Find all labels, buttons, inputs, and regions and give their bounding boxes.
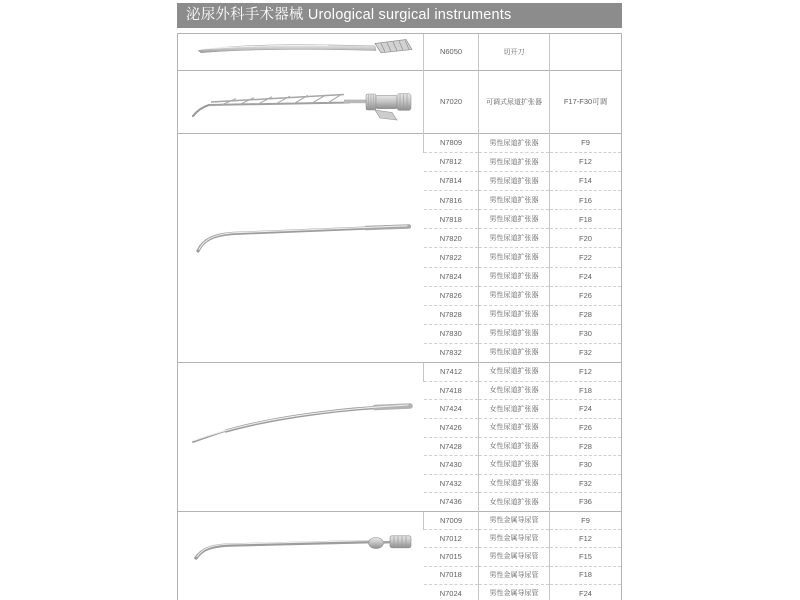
- product-desc-cell: 女性尿道扩张器: [479, 456, 550, 475]
- table-row: [178, 363, 622, 382]
- product-desc-cell: 女性尿道扩张器: [479, 400, 550, 419]
- male-urethral-dilator-illustration: [178, 134, 424, 363]
- product-desc-cell: 男性尿道扩张器: [479, 305, 550, 324]
- product-code-cell: N7832: [424, 343, 479, 362]
- product-code-cell: N7426: [424, 418, 479, 437]
- product-size-cell: F12: [550, 153, 622, 172]
- table-row: [178, 512, 622, 530]
- product-desc-cell: 男性尿道扩张器: [479, 267, 550, 286]
- product-code-cell: N7418: [424, 381, 479, 400]
- product-size-cell: F32: [550, 474, 622, 493]
- product-desc-cell: 女性尿道扩张器: [479, 437, 550, 456]
- product-code-cell: N7430: [424, 456, 479, 475]
- product-code-cell: N7436: [424, 493, 479, 512]
- product-desc-cell: 男性尿道扩张器: [479, 286, 550, 305]
- product-code-cell: N7015: [424, 548, 479, 566]
- product-size-cell: F12: [550, 363, 622, 382]
- product-desc-cell: 男性尿道扩张器: [479, 343, 550, 362]
- product-size-cell: F18: [550, 381, 622, 400]
- product-code-cell: N7020: [424, 71, 479, 134]
- product-size-cell: F9: [550, 134, 622, 153]
- product-size-cell: F12: [550, 530, 622, 548]
- product-size-cell: F16: [550, 191, 622, 210]
- table-row: [178, 134, 622, 153]
- product-desc-cell: 女性尿道扩张器: [479, 418, 550, 437]
- product-size-cell: F15: [550, 548, 622, 566]
- product-desc-cell: 女性尿道扩张器: [479, 363, 550, 382]
- table-row: [178, 34, 622, 71]
- product-size-cell: F36: [550, 493, 622, 512]
- product-size-cell: F24: [550, 400, 622, 419]
- product-desc-cell: 女性尿道扩张器: [479, 493, 550, 512]
- product-code-cell: N7428: [424, 437, 479, 456]
- product-size-cell: F14: [550, 172, 622, 191]
- product-size-cell: F26: [550, 286, 622, 305]
- product-desc-cell: 男性尿道扩张器: [479, 210, 550, 229]
- product-code-cell: N7812: [424, 153, 479, 172]
- female-urethral-dilator-illustration: [178, 363, 424, 512]
- product-code-cell: N7820: [424, 229, 479, 248]
- product-size-cell: F9: [550, 512, 622, 530]
- product-desc-cell: 男性尿道扩张器: [479, 324, 550, 343]
- product-size-cell: F30: [550, 456, 622, 475]
- adjustable-urethral-dilator-illustration: [178, 71, 424, 134]
- product-code-cell: N7024: [424, 584, 479, 600]
- product-desc-cell: 男性尿道扩张器: [479, 153, 550, 172]
- product-code-cell: N7822: [424, 248, 479, 267]
- product-size-cell: F32: [550, 343, 622, 362]
- male-metal-catheter-illustration: [178, 512, 424, 600]
- product-code-cell: N7824: [424, 267, 479, 286]
- catalog-table: [177, 33, 622, 600]
- product-size-cell: [550, 34, 622, 71]
- product-desc-cell: 男性尿道扩张器: [479, 248, 550, 267]
- product-code-cell: N6050: [424, 34, 479, 71]
- product-code-cell: N7830: [424, 324, 479, 343]
- product-desc-cell: 可调式尿道扩张器: [479, 71, 550, 134]
- product-size-cell: F18: [550, 210, 622, 229]
- product-code-cell: N7809: [424, 134, 479, 153]
- product-code-cell: N7816: [424, 191, 479, 210]
- product-desc-cell: 切开刀: [479, 34, 550, 71]
- product-code-cell: N7828: [424, 305, 479, 324]
- product-code-cell: N7826: [424, 286, 479, 305]
- product-size-cell: F24: [550, 584, 622, 600]
- product-desc-cell: 女性尿道扩张器: [479, 474, 550, 493]
- product-desc-cell: 男性尿道扩张器: [479, 172, 550, 191]
- product-code-cell: N7012: [424, 530, 479, 548]
- product-code-cell: N7018: [424, 566, 479, 584]
- product-code-cell: N7412: [424, 363, 479, 382]
- product-code-cell: N7424: [424, 400, 479, 419]
- product-code-cell: N7009: [424, 512, 479, 530]
- product-desc-cell: 男性尿道扩张器: [479, 191, 550, 210]
- product-size-cell: F20: [550, 229, 622, 248]
- page-title: 泌尿外科手术器械 Urological surgical instruments: [177, 3, 622, 28]
- product-size-cell: F28: [550, 305, 622, 324]
- product-size-cell: F28: [550, 437, 622, 456]
- product-desc-cell: 男性金属导尿管: [479, 584, 550, 600]
- product-desc-cell: 男性尿道扩张器: [479, 229, 550, 248]
- incision-knife-illustration: [178, 34, 424, 71]
- product-desc-cell: 男性金属导尿管: [479, 566, 550, 584]
- product-desc-cell: 女性尿道扩张器: [479, 381, 550, 400]
- product-desc-cell: 男性金属导尿管: [479, 512, 550, 530]
- table-row: [178, 71, 622, 134]
- product-desc-cell: 男性尿道扩张器: [479, 134, 550, 153]
- product-code-cell: N7818: [424, 210, 479, 229]
- product-size-cell: F30: [550, 324, 622, 343]
- product-size-cell: F24: [550, 267, 622, 286]
- product-size-cell: F17-F30可调: [550, 71, 622, 134]
- product-code-cell: N7432: [424, 474, 479, 493]
- product-code-cell: N7814: [424, 172, 479, 191]
- product-size-cell: F18: [550, 566, 622, 584]
- product-size-cell: F22: [550, 248, 622, 267]
- product-size-cell: F26: [550, 418, 622, 437]
- product-desc-cell: 男性金属导尿管: [479, 530, 550, 548]
- product-desc-cell: 男性金属导尿管: [479, 548, 550, 566]
